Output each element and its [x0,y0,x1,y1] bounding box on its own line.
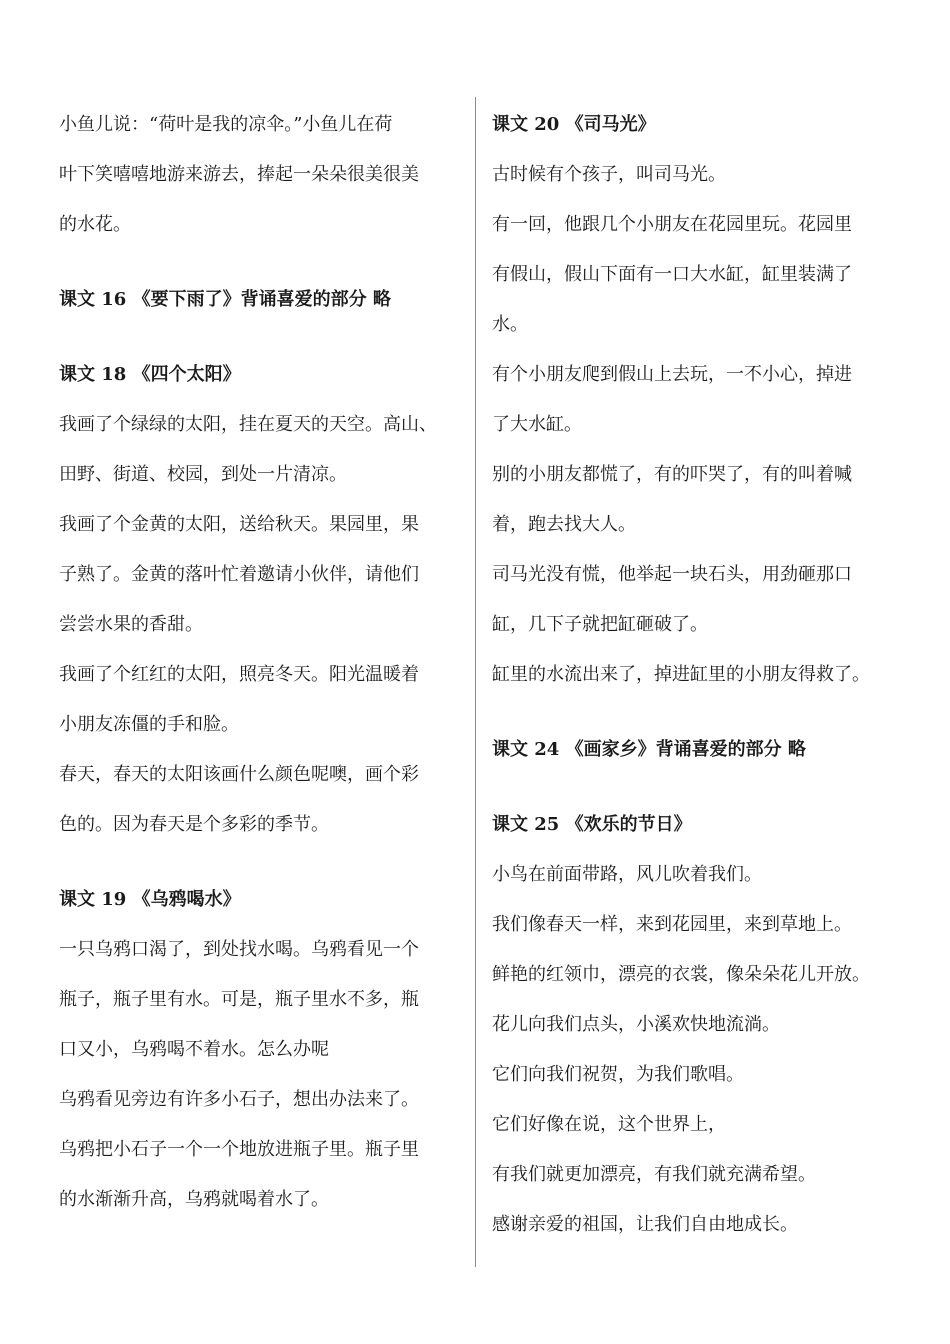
text-line: 尝尝水果的香甜。 [59,614,203,635]
lesson-20-text [492,150,892,700]
lesson-19-text [59,925,459,1225]
lesson-19-heading: 课文 19 《乌鸦喝水》 [59,889,241,910]
lesson-25-heading: 课文 25 《欢乐的节日》 [492,814,692,835]
text-line: 它们向我们祝贺，为我们歌唱。 [492,1064,744,1085]
text-line: 一只乌鸦口渴了，到处找水喝。乌鸦看见一个 [59,939,419,960]
text-line: 乌鸦把小石子一个一个地放进瓶子里。瓶子里 [59,1139,419,1160]
text-line: 小朋友冻僵的手和脸。 [59,714,239,735]
text-line: 鲜艳的红领巾，漂亮的衣裳，像朵朵花儿开放。 [492,964,870,985]
text-line: 我画了个金黄的太阳，送给秋天。果园里，果 [59,514,419,535]
text-line: 色的。因为春天是个多彩的季节。 [59,814,329,835]
text-line: 着，跑去找大人。 [492,514,636,535]
text-line: 的水渐渐升高，乌鸦就喝着水了。 [59,1189,329,1210]
text-line: 小鱼儿说：“荷叶是我的凉伞。”小鱼儿在荷 [59,114,393,135]
text-line: 有一回，他跟几个小朋友在花园里玩。花园里 [492,214,852,235]
text-line: 感谢亲爱的祖国，让我们自由地成长。 [492,1214,798,1235]
text-line: 田野、街道、校园，到处一片清凉。 [59,464,347,485]
text-line: 叶下笑嘻嘻地游来游去，捧起一朵朵很美很美 [59,164,419,185]
text-line: 古时候有个孩子，叫司马光。 [492,164,726,185]
intro-paragraph [59,100,459,250]
text-line: 缸里的水流出来了，掉进缸里的小朋友得救了。 [492,664,870,685]
text-line: 有假山，假山下面有一口大水缸，缸里装满了 [492,264,852,285]
text-line: 瓶子，瓶子里有水。可是，瓶子里水不多，瓶 [59,989,419,1010]
lesson-24-heading: 课文 24 《画家乡》背诵喜爱的部分 略 [492,739,806,760]
lesson-16-heading: 课文 16 《要下雨了》背诵喜爱的部分 略 [59,289,391,310]
text-line: 它们好像在说，这个世界上， [492,1114,726,1135]
text-line: 有我们就更加漂亮，有我们就充满希望。 [492,1164,816,1185]
text-line: 我们像春天一样，来到花园里，来到草地上。 [492,914,852,935]
right-column [492,100,892,1250]
text-line: 缸，几下子就把缸砸破了。 [492,614,708,635]
column-divider [475,97,476,1267]
lesson-20-heading: 课文 20 《司马光》 [492,114,656,135]
text-line: 花儿向我们点头，小溪欢快地流淌。 [492,1014,780,1035]
text-line: 子熟了。金黄的落叶忙着邀请小伙伴，请他们 [59,564,419,585]
text-line: 春天，春天的太阳该画什么颜色呢噢，画个彩 [59,764,419,785]
text-line: 小鸟在前面带路，风儿吹着我们。 [492,864,762,885]
text-line: 别的小朋友都慌了，有的吓哭了，有的叫着喊 [492,464,852,485]
text-line: 水。 [492,314,528,335]
text-line: 我画了个红红的太阳，照亮冬天。阳光温暖着 [59,664,419,685]
text-line: 了大水缸。 [492,414,582,435]
lesson-18-text [59,400,459,850]
left-column [59,100,459,1225]
lesson-25-text [492,850,892,1250]
text-line: 乌鸦看见旁边有许多小石子，想出办法来了。 [59,1089,419,1110]
lesson-18-heading: 课文 18 《四个太阳》 [59,364,241,385]
text-line: 有个小朋友爬到假山上去玩，一不小心，掉进 [492,364,852,385]
text-line: 我画了个绿绿的太阳，挂在夏天的天空。高山、 [59,414,437,435]
text-line: 口又小，乌鸦喝不着水。怎么办呢 [59,1039,329,1060]
text-line: 的水花。 [59,214,131,235]
text-line: 司马光没有慌，他举起一块石头，用劲砸那口 [492,564,852,585]
